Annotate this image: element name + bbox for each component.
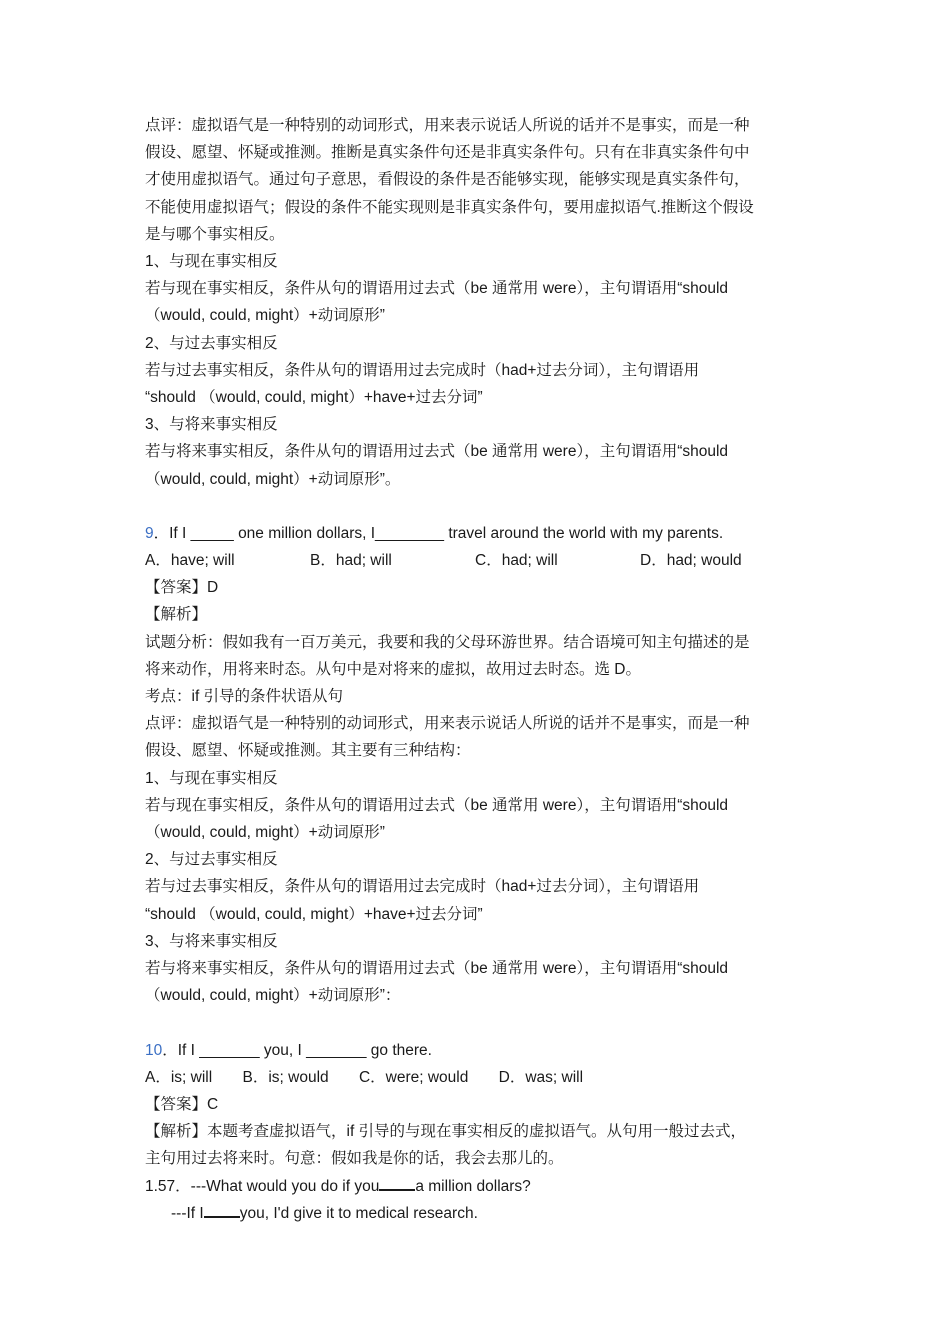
question-text: 1.57．---What would you do if you: [145, 1177, 380, 1195]
analysis-line: 主句用过去将来时。句意：假如我是你的话，我会去那儿的。: [145, 1150, 564, 1168]
text-line: 考点：if 引导的条件状语从句: [145, 688, 344, 706]
text-line: （would, could, might）+动词原形”: [145, 307, 385, 325]
question-text-suffix: a million dollars?: [415, 1177, 531, 1195]
answer-blank: [204, 1202, 240, 1218]
option-a: A．have; will: [145, 552, 235, 570]
question-stem: [145, 1037, 807, 1064]
text-line: 若与将来事实相反，条件从句的谓语用过去式（be 通常用 were），主句谓语用“should: [145, 443, 729, 461]
reply-text: ---If I: [171, 1204, 204, 1222]
question-text: ．If I _______ you, I _______ go there.: [162, 1041, 432, 1059]
analysis-label: 【解析】: [145, 606, 208, 624]
text-line: 假设、愿望、怀疑或推测。其主要有三种结构：: [145, 742, 471, 760]
text-line: 若与过去事实相反，条件从句的谓语用过去完成时（had+过去分词），主句谓语用: [145, 361, 700, 379]
text-line: （would, could, might）+动词原形”。: [145, 470, 401, 488]
answer-label: 【答案】C: [145, 1095, 219, 1113]
question-1-57: [145, 1173, 807, 1227]
option-c: C．were; would: [358, 1068, 469, 1086]
text-line: 才使用虚拟语气。通过句子意思，看假设的条件是否能够实现，能够实现是真实条件句，: [145, 171, 750, 189]
text-line: 2、与过去事实相反: [145, 851, 278, 869]
text-line: “should （would, could, might）+have+过去分词”: [145, 389, 483, 407]
text-line: 假设、愿望、怀疑或推测。推断是真实条件句还是非真实条件句。只有在非真实条件句中: [145, 144, 750, 162]
text-line: 1、与现在事实相反: [145, 769, 278, 787]
text-line: 3、与将来事实相反: [145, 932, 278, 950]
answer-blank: [379, 1175, 415, 1191]
answer-label: 【答案】D: [145, 579, 219, 597]
document-page: [145, 112, 807, 1227]
commentary-block: [145, 112, 807, 493]
reply-text-suffix: you, I'd give it to medical research.: [239, 1204, 478, 1222]
option-d: D．was; will: [498, 1068, 584, 1086]
text-line: 点评：虚拟语气是一种特别的动词形式，用来表示说话人所说的话并不是事实，而是一种: [145, 117, 750, 134]
text-line: 若与现在事实相反，条件从句的谓语用过去式（be 通常用 were），主句谓语用“should: [145, 280, 729, 298]
text-line: 若与现在事实相反，条件从句的谓语用过去式（be 通常用 were），主句谓语用“should: [145, 796, 729, 814]
question-number: 9: [145, 524, 154, 542]
question-stem: [145, 520, 807, 547]
text-line: 2、与过去事实相反: [145, 334, 278, 352]
text-line: 是与哪个事实相反。: [145, 225, 285, 243]
analysis-line: 【解析】本题考查虚拟语气，if 引导的与现在事实相反的虚拟语气。从句用一般过去式，: [145, 1123, 747, 1141]
answer-options: [145, 1064, 807, 1091]
text-line: （would, could, might）+动词原形”: [145, 824, 385, 842]
answer-options: [145, 547, 807, 574]
option-c: C．had; will: [475, 552, 558, 570]
option-a: A．is; will: [145, 1068, 213, 1086]
option-b: B．is; would: [242, 1068, 329, 1086]
option-b: B．had; will: [310, 552, 392, 570]
text-line: 若与将来事实相反，条件从句的谓语用过去式（be 通常用 were），主句谓语用“should: [145, 960, 729, 978]
text-line: 1、与现在事实相反: [145, 253, 278, 271]
text-line: 不能使用虚拟语气；假设的条件不能实现则是非真实条件句，要用虚拟语气.推断这个假设: [145, 198, 754, 216]
question-text: ．If I _____ one million dollars, I________ travel around the world with my parents.: [153, 524, 724, 542]
option-d: D．had; would: [640, 552, 742, 570]
question-10: [145, 1037, 807, 1173]
text-line: 3、与将来事实相反: [145, 416, 278, 434]
text-line: “should （would, could, might）+have+过去分词”: [145, 905, 483, 923]
spacer: [145, 1010, 807, 1037]
question-stem: [145, 1173, 807, 1200]
question-number: 10: [145, 1041, 163, 1059]
text-line: 试题分析：假如我有一百万美元，我要和我的父母环游世界。结合语境可知主句描述的是: [145, 633, 750, 651]
question-reply: [145, 1200, 807, 1227]
text-line: （would, could, might）+动词原形”：: [145, 987, 401, 1005]
text-line: 点评：虚拟语气是一种特别的动词形式，用来表示说话人所说的话并不是事实，而是一种: [145, 715, 750, 733]
text-line: 若与过去事实相反，条件从句的谓语用过去完成时（had+过去分词），主句谓语用: [145, 878, 700, 896]
question-9: [145, 520, 807, 1010]
text-line: 将来动作，用将来时态。从句中是对将来的虚拟，故用过去时态。选 D。: [145, 660, 642, 678]
spacer: [145, 493, 807, 520]
